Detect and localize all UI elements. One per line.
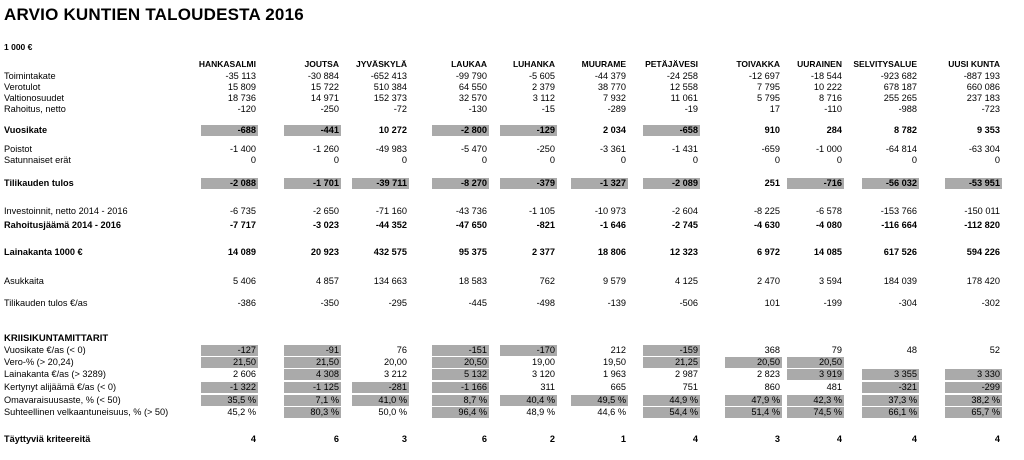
table-cell: 212: [610, 345, 626, 355]
table-cell: -1 400: [229, 144, 256, 154]
table-cell: 152 373: [373, 93, 407, 103]
table-cell: -53 951: [945, 178, 1002, 189]
table-cell: 3 212: [384, 369, 407, 379]
table-cell: 96,4 %: [432, 407, 489, 418]
table-cell: -12 697: [748, 71, 780, 81]
table-cell: -4 080: [815, 220, 842, 230]
table-cell: -91: [284, 345, 341, 356]
table-cell: -150 011: [964, 206, 1000, 216]
table-cell: 17: [769, 104, 780, 114]
table-cell: 255 265: [883, 93, 917, 103]
table-cell: 18 736: [227, 93, 256, 103]
table-cell: 32 570: [458, 93, 487, 103]
table-cell: 1: [620, 434, 626, 444]
table-cell: 14 085: [813, 247, 842, 257]
table-cell: -1 260: [312, 144, 339, 154]
table-cell: 6 972: [757, 247, 780, 257]
table-cell: 10 222: [813, 82, 842, 92]
table-cell: -71 160: [375, 206, 407, 216]
table-cell: -6 735: [229, 206, 256, 216]
table-cell: -4 630: [753, 220, 780, 230]
table-cell: 15 809: [227, 82, 256, 92]
table-cell: -153 766: [880, 206, 917, 216]
table-cell: 12 558: [669, 82, 698, 92]
table-cell: -112 820: [964, 220, 1000, 230]
table-cell: 910: [764, 125, 780, 135]
row-label: Investoinnit, netto 2014 - 2016: [4, 206, 128, 216]
table-cell: -2 088: [201, 178, 258, 189]
crisis-row: [0, 345, 1024, 356]
table-cell: -3 361: [599, 144, 626, 154]
table-cell: 665: [610, 382, 626, 392]
row-label: Tilikauden tulos €/as: [4, 298, 88, 308]
table-cell: 9 579: [603, 276, 626, 286]
table-cell: 7,1 %: [284, 395, 341, 406]
table-cell: -44 379: [594, 71, 626, 81]
table-row: [0, 82, 1024, 93]
row-label: Vuosikate: [4, 125, 48, 135]
table-cell: 237 183: [966, 93, 1000, 103]
table-cell: -506: [679, 298, 698, 308]
table-cell: 7 795: [757, 82, 780, 92]
table-cell: 19,00: [532, 357, 555, 367]
table-cell: 19,50: [603, 357, 626, 367]
column-header: LAUKAA: [451, 59, 487, 69]
crisis-row: [0, 407, 1024, 418]
table-cell: 5 132: [432, 369, 489, 380]
table-cell: -63 304: [968, 144, 1000, 154]
crisis-row: [0, 395, 1024, 406]
table-cell: 481: [826, 382, 842, 392]
table-cell: 0: [333, 155, 339, 165]
table-cell: 45,2 %: [227, 407, 256, 417]
table-cell: -35 113: [225, 71, 256, 81]
table-cell: 2 470: [757, 276, 780, 286]
table-row: [0, 206, 1024, 217]
table-cell: -659: [761, 144, 780, 154]
criteria-row: [0, 434, 1024, 445]
table-cell: 3 120: [532, 369, 555, 379]
table-cell: -159: [643, 345, 700, 356]
table-cell: 95 375: [458, 247, 487, 257]
table-cell: -6 578: [815, 206, 842, 216]
table-cell: 79: [831, 345, 842, 355]
table-cell: -498: [536, 298, 555, 308]
table-cell: 617 526: [883, 247, 917, 257]
table-cell: 20,50: [725, 357, 782, 368]
column-header: JYVÄSKYLÄ: [355, 59, 407, 69]
crisis-row: [0, 382, 1024, 393]
table-cell: -1 000: [815, 144, 842, 154]
table-cell: 10 272: [378, 125, 407, 135]
crisis-row: [0, 369, 1024, 380]
row-label: Kertynyt alijäämä €/as (< 0): [4, 382, 117, 392]
table-cell: 3: [401, 434, 407, 444]
table-cell: 251: [764, 178, 780, 188]
table-cell: 20,50: [432, 357, 489, 368]
table-cell: 1 963: [603, 369, 626, 379]
table-cell: -56 032: [862, 178, 919, 189]
table-cell: 18 583: [458, 276, 487, 286]
table-cell: -7 717: [229, 220, 256, 230]
table-cell: -1 322: [201, 382, 258, 393]
table-cell: 2 034: [603, 125, 626, 135]
column-header: HANKASALMI: [198, 59, 256, 69]
table-cell: -170: [500, 345, 557, 356]
table-cell: -281: [352, 382, 409, 393]
table-cell: 12 323: [669, 247, 698, 257]
table-row: [0, 178, 1024, 189]
table-cell: -8 270: [432, 178, 489, 189]
table-cell: 21,50: [201, 357, 258, 368]
table-cell: 2 606: [233, 369, 256, 379]
row-label: Asukkaita: [4, 276, 44, 286]
table-cell: 20,00: [384, 357, 407, 367]
table-cell: 3: [774, 434, 780, 444]
column-header: UURAINEN: [797, 59, 842, 69]
table-cell: -5 605: [528, 71, 555, 81]
table-row: [0, 71, 1024, 82]
table-cell: 65,7 %: [945, 407, 1002, 418]
row-label: Lainakanta 1000 €: [4, 247, 83, 257]
table-cell: -350: [320, 298, 339, 308]
table-cell: 66,1 %: [862, 407, 919, 418]
table-cell: -15: [541, 104, 555, 114]
table-cell: 15 722: [310, 82, 339, 92]
table-cell: 4 308: [284, 369, 341, 380]
table-cell: -445: [468, 298, 487, 308]
row-label: Vuosikate €/as (< 0): [4, 345, 86, 355]
table-cell: -44 352: [375, 220, 407, 230]
table-cell: 50,0 %: [378, 407, 407, 417]
column-header: UUSI KUNTA: [948, 59, 1000, 69]
table-cell: -1 327: [571, 178, 628, 189]
column-header: SELVITYSALUE: [853, 59, 917, 69]
table-cell: -441: [284, 125, 341, 136]
table-cell: 432 575: [373, 247, 407, 257]
table-cell: 5 406: [233, 276, 256, 286]
table-cell: -716: [787, 178, 844, 189]
table-cell: -250: [536, 144, 555, 154]
table-row: [0, 93, 1024, 104]
column-header: TOIVAKKA: [736, 59, 780, 69]
table-cell: 284: [826, 125, 842, 135]
table-cell: 4: [836, 434, 842, 444]
row-label: Lainakanta €/as (> 3289): [4, 369, 106, 379]
table-cell: 0: [836, 155, 842, 165]
table-cell: -43 736: [455, 206, 487, 216]
row-label: Valtionosuudet: [4, 93, 65, 103]
table-cell: 4: [911, 434, 917, 444]
table-cell: 101: [764, 298, 780, 308]
table-cell: -302: [981, 298, 1000, 308]
table-cell: -321: [862, 382, 919, 393]
table-cell: 21,50: [284, 357, 341, 368]
table-cell: 6: [481, 434, 487, 444]
table-cell: -110: [824, 104, 842, 114]
table-cell: -39 711: [352, 178, 409, 189]
page-title: ARVIO KUNTIEN TALOUDESTA 2016: [4, 5, 304, 24]
table-cell: 44,9 %: [643, 395, 700, 406]
row-label: Rahoitus, netto: [4, 104, 66, 114]
table-row: [0, 155, 1024, 166]
table-cell: -304: [898, 298, 917, 308]
table-cell: -199: [823, 298, 842, 308]
table-row: [0, 220, 1024, 231]
table-cell: -129: [500, 125, 557, 136]
table-cell: -1 105: [528, 206, 555, 216]
table-cell: 178 420: [966, 276, 1000, 286]
table-cell: -289: [607, 104, 626, 114]
table-cell: 4 857: [316, 276, 339, 286]
table-cell: 6: [333, 434, 339, 444]
table-cell: -120: [237, 104, 256, 114]
table-cell: 49,5 %: [571, 395, 628, 406]
table-cell: 41,0 %: [352, 395, 409, 406]
table-cell: 38,2 %: [945, 395, 1002, 406]
table-cell: 20,50: [787, 357, 844, 368]
table-cell: 0: [994, 155, 1000, 165]
table-row: [0, 247, 1024, 258]
table-cell: -2 650: [312, 206, 339, 216]
table-cell: -723: [981, 104, 1000, 114]
row-label: Omavaraisuusaste, % (< 50): [4, 395, 121, 405]
table-cell: -47 650: [455, 220, 487, 230]
table-cell: 8 716: [819, 93, 842, 103]
table-cell: 860: [764, 382, 780, 392]
table-cell: -49 983: [375, 144, 407, 154]
table-cell: -64 814: [885, 144, 917, 154]
table-cell: 51,4 %: [725, 407, 782, 418]
table-cell: 4: [994, 434, 1000, 444]
column-header: PETÄJÄVESI: [645, 59, 698, 69]
table-cell: -923 682: [880, 71, 917, 81]
table-cell: 0: [250, 155, 256, 165]
table-row: [0, 298, 1024, 309]
table-cell: -8 225: [753, 206, 780, 216]
table-cell: 0: [774, 155, 780, 165]
crisis-row: [0, 357, 1024, 368]
table-cell: -116 664: [881, 220, 917, 230]
table-cell: 3 355: [862, 369, 919, 380]
table-cell: 762: [539, 276, 555, 286]
table-cell: -1 125: [284, 382, 341, 393]
table-row: [0, 276, 1024, 287]
table-cell: 2 823: [757, 369, 780, 379]
table-cell: 76: [396, 345, 407, 355]
table-cell: -130: [468, 104, 487, 114]
table-cell: -2 745: [671, 220, 698, 230]
table-cell: -299: [945, 382, 1002, 393]
table-cell: 37,3 %: [862, 395, 919, 406]
table-cell: -988: [898, 104, 917, 114]
row-label: Vero-% (> 20,24): [4, 357, 74, 367]
table-cell: 368: [764, 345, 780, 355]
table-cell: 311: [540, 382, 555, 392]
table-cell: 48: [906, 345, 917, 355]
table-row: [0, 104, 1024, 115]
table-cell: 3 112: [532, 93, 555, 103]
row-label: Suhteellinen velkaantuneisuus, % (> 50): [4, 407, 169, 417]
table-cell: -658: [643, 125, 700, 136]
table-cell: -379: [500, 178, 557, 189]
table-cell: 660 086: [966, 82, 1000, 92]
table-cell: 21,25: [643, 357, 700, 368]
table-cell: 40,4 %: [500, 395, 557, 406]
table-cell: -688: [201, 125, 258, 136]
table-cell: 44,6 %: [597, 407, 626, 417]
unit-label: 1 000 €: [4, 42, 33, 52]
table-cell: 18 806: [597, 247, 626, 257]
table-cell: 4 125: [675, 276, 698, 286]
table-cell: 594 226: [966, 247, 1000, 257]
table-cell: 0: [481, 155, 487, 165]
table-cell: -19: [684, 104, 698, 114]
table-cell: -2 089: [643, 178, 700, 189]
table-cell: 8,7 %: [432, 395, 489, 406]
table-cell: 8 782: [894, 125, 917, 135]
table-cell: 0: [620, 155, 626, 165]
table-cell: -72: [393, 104, 407, 114]
table-cell: 3 919: [787, 369, 844, 380]
table-cell: 4: [250, 434, 256, 444]
table-cell: 4: [692, 434, 698, 444]
table-cell: 14 089: [227, 247, 256, 257]
table-cell: -3 023: [312, 220, 339, 230]
table-cell: 52: [989, 345, 1000, 355]
table-cell: 47,9 %: [725, 395, 782, 406]
table-cell: 3 330: [945, 369, 1002, 380]
table-cell: 74,5 %: [787, 407, 844, 418]
table-cell: 42,3 %: [787, 395, 844, 406]
table-cell: -1 646: [599, 220, 626, 230]
table-cell: -652 413: [370, 71, 407, 81]
table-cell: -10 973: [594, 206, 626, 216]
table-cell: -250: [320, 104, 339, 114]
table-cell: 7 932: [603, 93, 626, 103]
table-cell: -139: [607, 298, 626, 308]
table-cell: 0: [911, 155, 917, 165]
table-cell: -295: [388, 298, 407, 308]
table-cell: 0: [401, 155, 407, 165]
table-cell: -821: [536, 220, 555, 230]
table-cell: 9 353: [977, 125, 1000, 135]
table-cell: 11 061: [670, 93, 698, 103]
table-cell: 38 770: [597, 82, 626, 92]
row-label: Rahoitusjäämä 2014 - 2016: [4, 220, 121, 230]
table-cell: [862, 357, 919, 368]
table-cell: -18 544: [810, 71, 842, 81]
table-cell: -1 431: [671, 144, 698, 154]
table-row: [0, 125, 1024, 136]
table-cell: 5 795: [757, 93, 780, 103]
column-header: MUURAME: [581, 59, 626, 69]
table-cell: 2 379: [532, 82, 555, 92]
table-cell: 678 187: [883, 82, 917, 92]
row-label: Tilikauden tulos: [4, 178, 74, 188]
table-cell: 2: [549, 434, 555, 444]
table-cell: -5 470: [460, 144, 487, 154]
table-cell: 2 377: [532, 247, 555, 257]
row-label: Täyttyviä kriteereitä: [4, 434, 91, 444]
row-label: Toimintakate: [4, 71, 56, 81]
table-cell: -151: [432, 345, 489, 356]
table-cell: -2 800: [432, 125, 489, 136]
table-cell: 20 923: [310, 247, 339, 257]
table-cell: 14 971: [310, 93, 339, 103]
table-cell: -2 604: [671, 206, 698, 216]
row-label: Satunnaiset erät: [4, 155, 71, 165]
row-label: Verotulot: [4, 82, 41, 92]
table-cell: 64 550: [458, 82, 487, 92]
table-cell: 2 987: [675, 369, 698, 379]
table-cell: 0: [692, 155, 698, 165]
table-cell: 184 039: [883, 276, 917, 286]
table-cell: [945, 357, 1002, 368]
table-cell: -1 701: [284, 178, 341, 189]
table-cell: 80,3 %: [284, 407, 341, 418]
table-row: [0, 144, 1024, 155]
section-title: KRIISIKUNTAMITTARIT: [4, 333, 109, 344]
table-cell: -30 884: [307, 71, 339, 81]
table-cell: -99 790: [455, 71, 487, 81]
row-label: Poistot: [4, 144, 33, 154]
table-cell: 510 384: [373, 82, 407, 92]
table-cell: -887 193: [963, 71, 1000, 81]
table-cell: -1 166: [432, 382, 489, 393]
table-cell: 0: [549, 155, 555, 165]
table-cell: 48,9 %: [526, 407, 555, 417]
table-cell: -127: [201, 345, 258, 356]
table-cell: -24 258: [666, 71, 698, 81]
table-cell: -386: [237, 298, 256, 308]
column-header: LUHANKA: [512, 59, 555, 69]
table-cell: 35,5 %: [201, 395, 258, 406]
table-cell: 134 663: [373, 276, 407, 286]
table-cell: 3 594: [819, 276, 842, 286]
column-header: JOUTSA: [304, 59, 339, 69]
table-cell: 54,4 %: [643, 407, 700, 418]
table-cell: 751: [682, 382, 698, 392]
